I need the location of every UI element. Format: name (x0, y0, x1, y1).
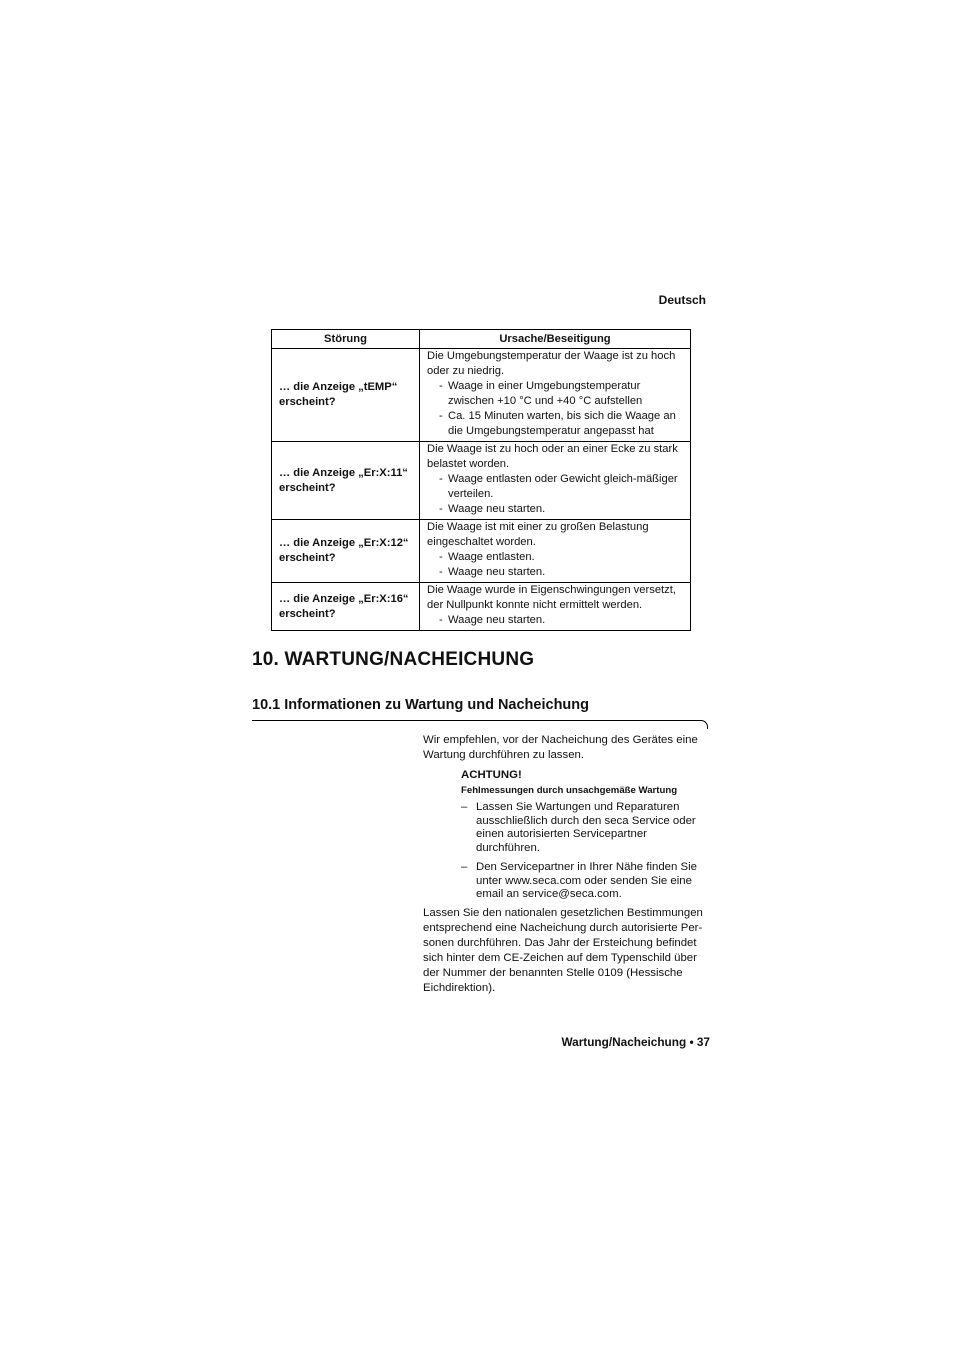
cause-cell (420, 349, 691, 442)
cause-text: Die Waage ist zu hoch oder an einer Ecke zu stark belastet worden. (427, 443, 678, 470)
closing-paragraph: Lassen Sie den nationalen gesetzlichen Bestimmungen entsprechend eine Nacheichung durch autorisierte Per-sonen durchführen. Das Jahr der Ersteichung befindet sich hinter dem CE-Zeichen auf dem Typenschild über der Nummer der benannten Stelle 0109 (Hessische Eichdirektion). (423, 907, 703, 994)
cause-text: Die Waage wurde in Eigenschwingungen versetzt, der Nullpunkt konnte nicht ermittelt werden. (427, 584, 676, 611)
warning-item-text: Lassen Sie Wartungen und Reparaturen ausschließlich durch den seca Service oder einen autorisierten Servicepartner durchführen. (476, 801, 696, 854)
table-row (272, 349, 691, 442)
divider-corner (700, 720, 708, 729)
language-label: Deutsch (658, 293, 706, 307)
dash-marker: – (461, 861, 468, 873)
remedy-step: - Waage neu starten. (427, 613, 687, 628)
subsection-title: 10.1 Informationen zu Wartung und Nacheichung (252, 697, 590, 713)
column-header-fault: Störung (272, 330, 420, 349)
remedy-step: - Waage neu starten. (427, 565, 687, 580)
table-row (272, 583, 691, 631)
cause-cell (420, 442, 691, 520)
warning-item-text: Den Servicepartner in Ihrer Nähe finden Sie unter www.seca.com oder senden Sie eine email an service@seca.com. (476, 861, 697, 901)
cause-cell (420, 520, 691, 583)
remedy-step: - Waage neu starten. (427, 502, 687, 517)
warning-subtitle: Fehlmessungen durch unsachgemäße Wartung (461, 785, 678, 796)
dash-marker: – (461, 801, 468, 813)
cause-text: Die Umgebungstemperatur der Waage ist zu hoch oder zu niedrig. (427, 350, 676, 377)
section-title: 10. WARTUNG/NACHEICHUNG (252, 649, 535, 670)
warning-item (461, 861, 711, 902)
fault-cell: … die Anzeige „Er:X:11“ erscheint? (272, 442, 420, 520)
fault-cell: … die Anzeige „Er:X:16“ erscheint? (272, 583, 420, 631)
fault-cell: … die Anzeige „tEMP“ erscheint? (272, 349, 420, 442)
intro-paragraph: Wir empfehlen, vor der Nacheichung des Gerätes eine Wartung durchführen zu lassen. (423, 734, 698, 761)
section-divider (252, 720, 702, 721)
remedy-step: - Waage in einer Umgebungstemperatur zwischen +10 °C und +40 °C aufstellen (427, 379, 687, 409)
table-row (272, 442, 691, 520)
column-header-cause: Ursache/Beseitigung (420, 330, 691, 349)
page-footer: Wartung/Nacheichung • 37 (561, 1035, 710, 1049)
fault-cell: … die Anzeige „Er:X:12“ erscheint? (272, 520, 420, 583)
remedy-step: - Waage entlasten oder Gewicht gleich-mäßiger verteilen. (427, 472, 687, 502)
warning-title: ACHTUNG! (461, 769, 522, 781)
remedy-step: - Ca. 15 Minuten warten, bis sich die Waage an die Umgebungstemperatur angepasst hat (427, 409, 687, 439)
fault-table (271, 329, 691, 631)
warning-item (461, 801, 711, 855)
table-header-row (272, 330, 691, 349)
cause-cell (420, 583, 691, 631)
cause-text: Die Waage ist mit einer zu großen Belastung eingeschaltet worden. (427, 521, 649, 548)
table-row (272, 520, 691, 583)
remedy-step: - Waage entlasten. (427, 550, 687, 565)
